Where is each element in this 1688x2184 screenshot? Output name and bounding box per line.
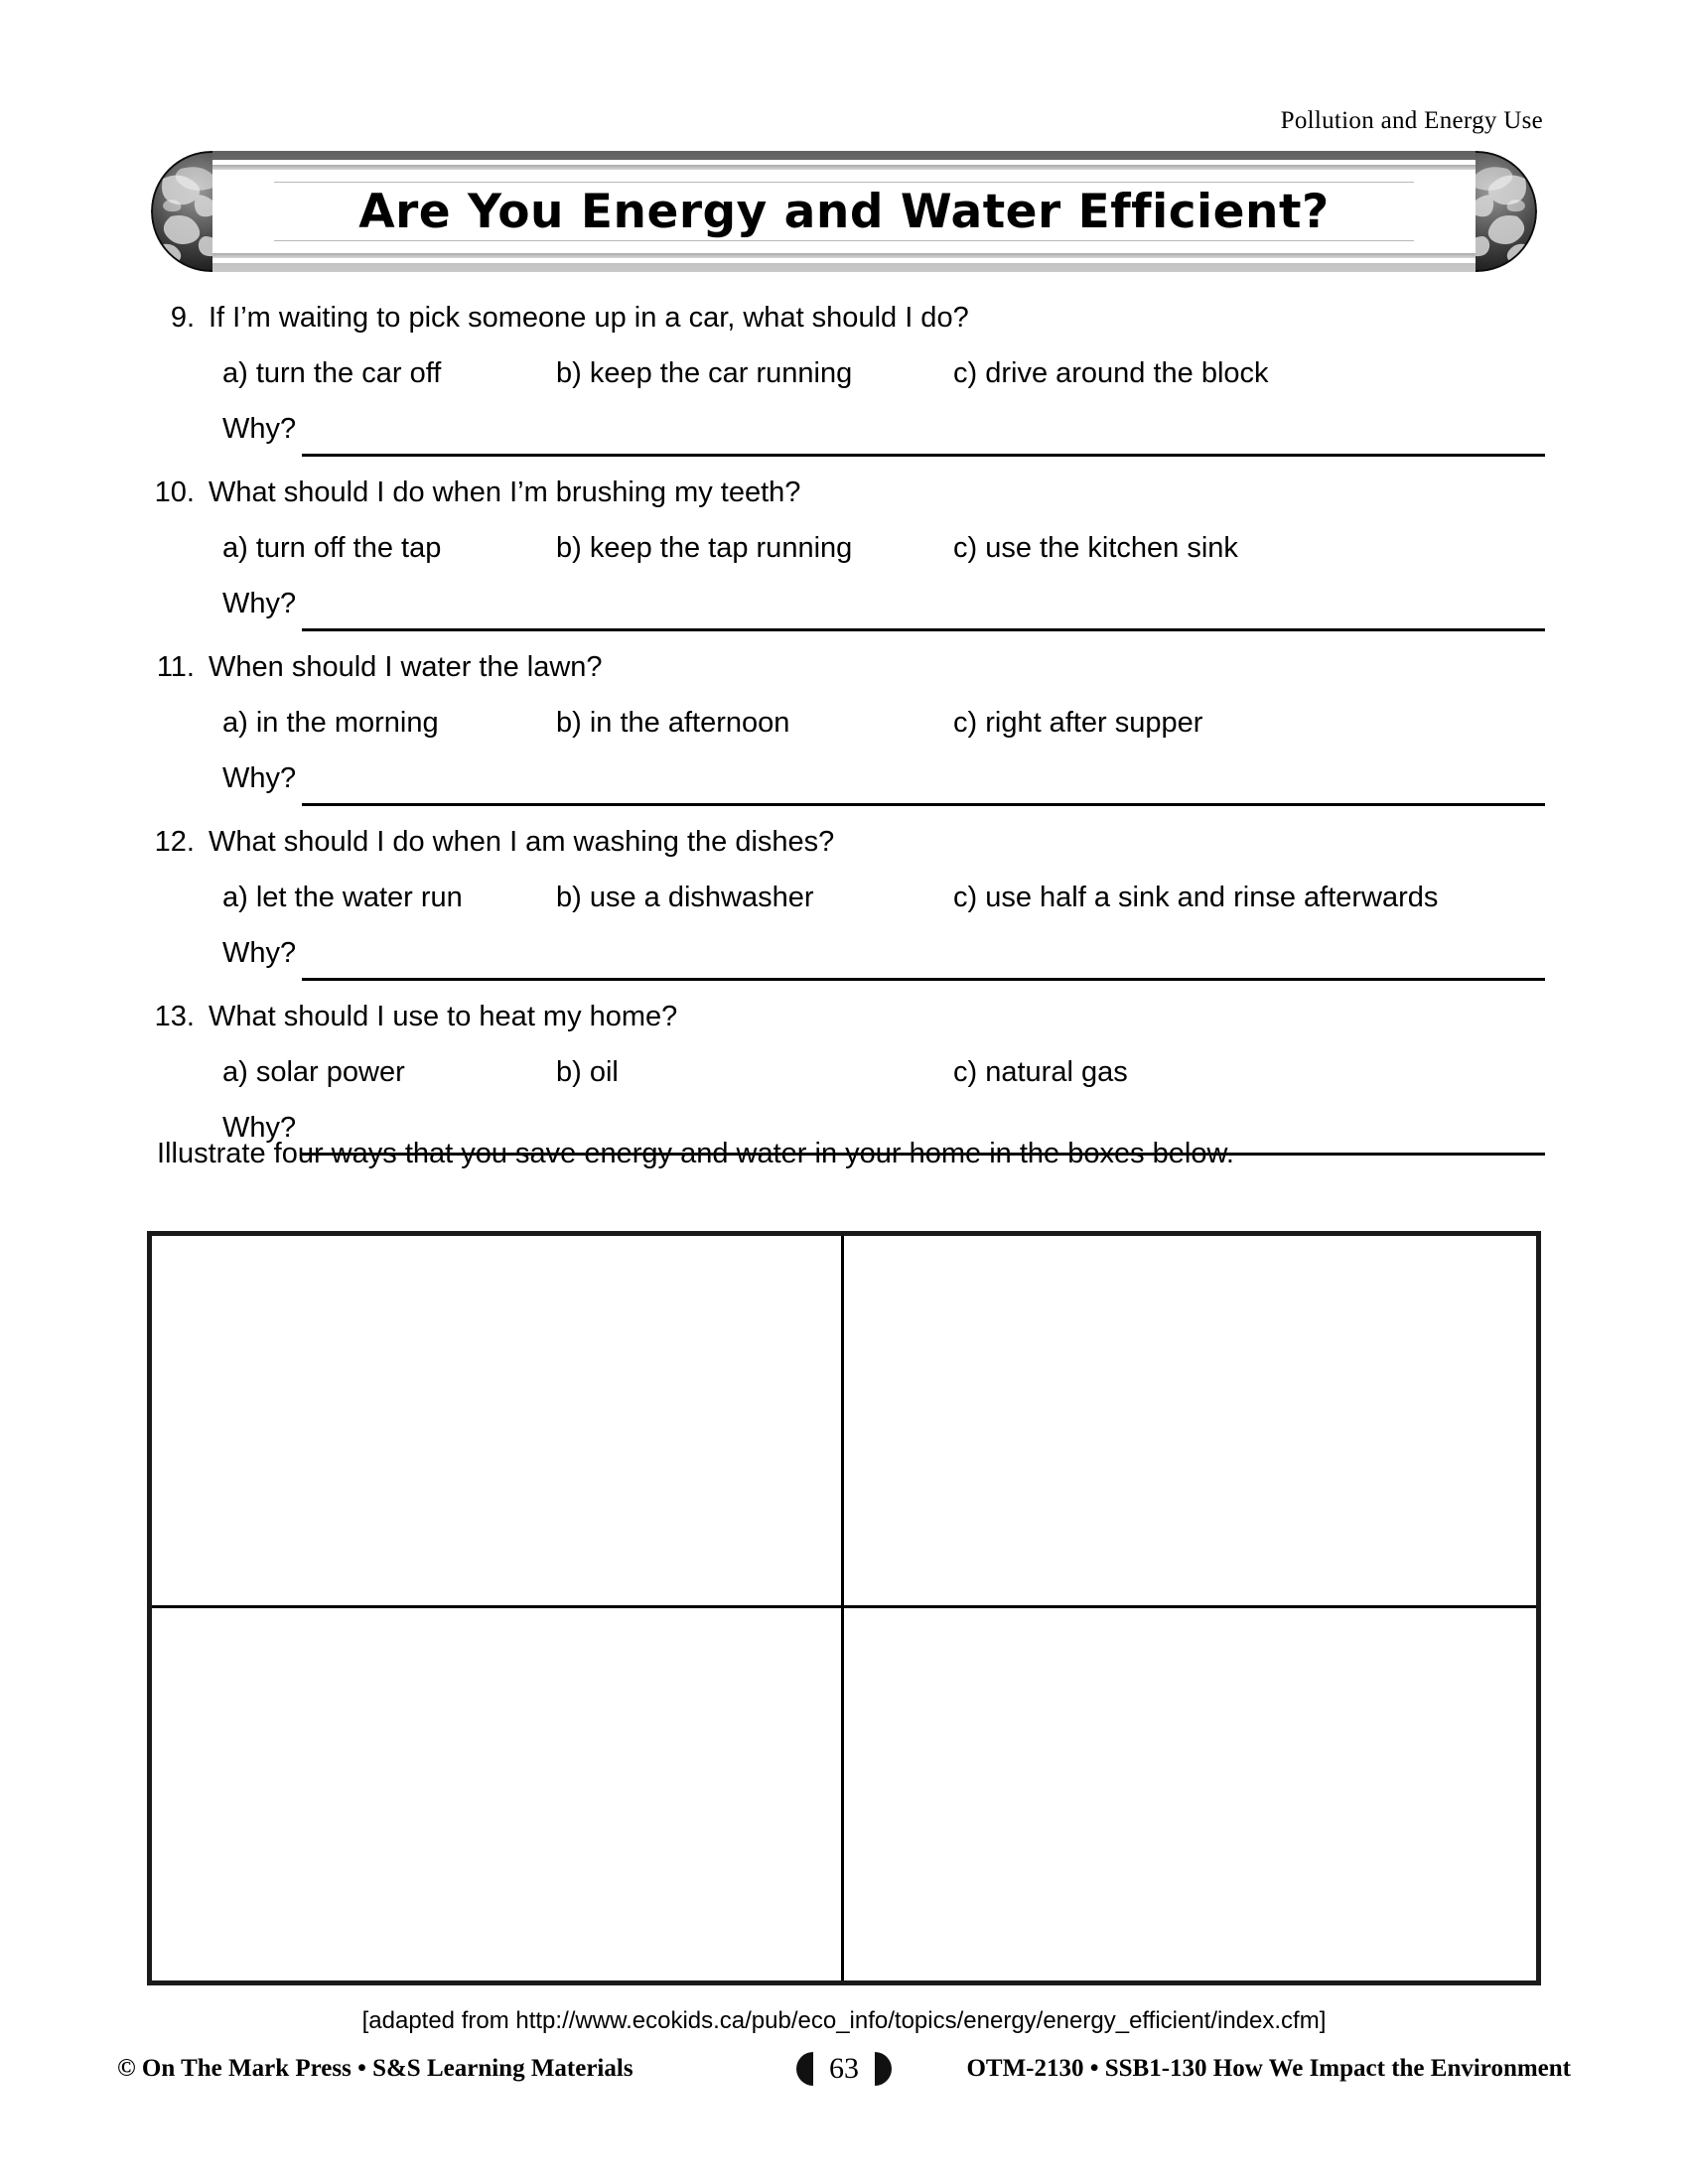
why-answer-line[interactable] xyxy=(302,601,1545,631)
question-stem-row xyxy=(147,989,1547,1044)
page-ornament-right-icon xyxy=(875,2052,892,2086)
page-number: 63 xyxy=(829,2052,859,2085)
drawing-box[interactable] xyxy=(152,1608,844,1980)
why-answer-line[interactable] xyxy=(302,950,1545,981)
question-list xyxy=(147,290,1547,1163)
question-stem-row xyxy=(147,290,1547,345)
answer-choices xyxy=(147,695,1547,751)
choice-b[interactable]: b) in the afternoon xyxy=(556,707,790,739)
answer-choices xyxy=(147,345,1547,401)
illustrate-instruction: Illustrate four ways that you save energy and water in your home in the boxes below. xyxy=(157,1138,1234,1169)
choice-b[interactable]: b) oil xyxy=(556,1056,619,1088)
why-label: Why? xyxy=(222,762,297,794)
drawing-box[interactable] xyxy=(844,1236,1536,1608)
question-item xyxy=(147,465,1547,637)
why-label: Why? xyxy=(222,413,297,445)
question-text: If I’m waiting to pick someone up in a car, what should I do? xyxy=(209,302,969,334)
question-number: 9. xyxy=(170,302,195,334)
question-item xyxy=(147,290,1547,463)
choice-b[interactable]: b) keep the car running xyxy=(556,357,853,389)
question-item xyxy=(147,989,1547,1161)
choice-c[interactable]: c) drive around the block xyxy=(953,357,1269,389)
choice-a[interactable]: a) solar power xyxy=(222,1056,405,1088)
title-banner xyxy=(151,151,1537,272)
why-row xyxy=(147,576,1547,637)
drawing-box[interactable] xyxy=(844,1608,1536,1980)
question-number: 13. xyxy=(154,1001,195,1032)
choice-c[interactable]: c) use half a sink and rinse afterwards xyxy=(953,882,1439,913)
choice-a[interactable]: a) turn the car off xyxy=(222,357,442,389)
choice-b[interactable]: b) use a dishwasher xyxy=(556,882,814,913)
why-label: Why? xyxy=(222,937,297,969)
drawing-boxes-grid xyxy=(147,1231,1541,1985)
page-title: Are You Energy and Water Efficient? xyxy=(358,184,1330,239)
footer-page-indicator xyxy=(796,2047,892,2091)
footer-publisher: © On The Mark Press • S&S Learning Materials xyxy=(117,2055,633,2082)
question-stem-row xyxy=(147,465,1547,520)
choice-a[interactable]: a) in the morning xyxy=(222,707,439,739)
why-row xyxy=(147,925,1547,987)
question-number: 12. xyxy=(154,826,195,858)
question-stem-row xyxy=(147,639,1547,695)
why-label: Why? xyxy=(222,1112,297,1144)
choice-c[interactable]: c) natural gas xyxy=(953,1056,1128,1088)
choice-c[interactable]: c) use the kitchen sink xyxy=(953,532,1238,564)
choice-b[interactable]: b) keep the tap running xyxy=(556,532,853,564)
answer-choices xyxy=(147,520,1547,576)
drawing-box[interactable] xyxy=(152,1236,844,1608)
choice-a[interactable]: a) turn off the tap xyxy=(222,532,442,564)
page-footer xyxy=(117,2047,1571,2091)
question-text: What should I do when I’m brushing my teeth? xyxy=(209,477,801,508)
question-text: What should I use to heat my home? xyxy=(209,1001,678,1032)
why-answer-line[interactable] xyxy=(302,426,1545,457)
why-row xyxy=(147,401,1547,463)
why-label: Why? xyxy=(222,588,297,619)
footer-product-code: OTM-2130 • SSB1-130 How We Impact the Environment xyxy=(966,2055,1571,2082)
question-text: When should I water the lawn? xyxy=(209,651,603,683)
page-ornament-left-icon xyxy=(796,2052,813,2086)
question-item xyxy=(147,639,1547,812)
why-answer-line[interactable] xyxy=(302,775,1545,806)
choice-a[interactable]: a) let the water run xyxy=(222,882,463,913)
question-stem-row xyxy=(147,814,1547,870)
question-item xyxy=(147,814,1547,987)
question-number: 10. xyxy=(154,477,195,508)
source-credit: [adapted from http://www.ecokids.ca/pub/eco_info/topics/energy/energy_efficient/index.cfm] xyxy=(361,2007,1327,2034)
choice-c[interactable]: c) right after supper xyxy=(953,707,1203,739)
question-number: 11. xyxy=(156,651,195,683)
answer-choices xyxy=(147,870,1547,925)
answer-choices xyxy=(147,1044,1547,1100)
why-row xyxy=(147,751,1547,812)
question-text: What should I do when I am washing the dishes? xyxy=(209,826,835,858)
running-head: Pollution and Energy Use xyxy=(1280,107,1543,134)
